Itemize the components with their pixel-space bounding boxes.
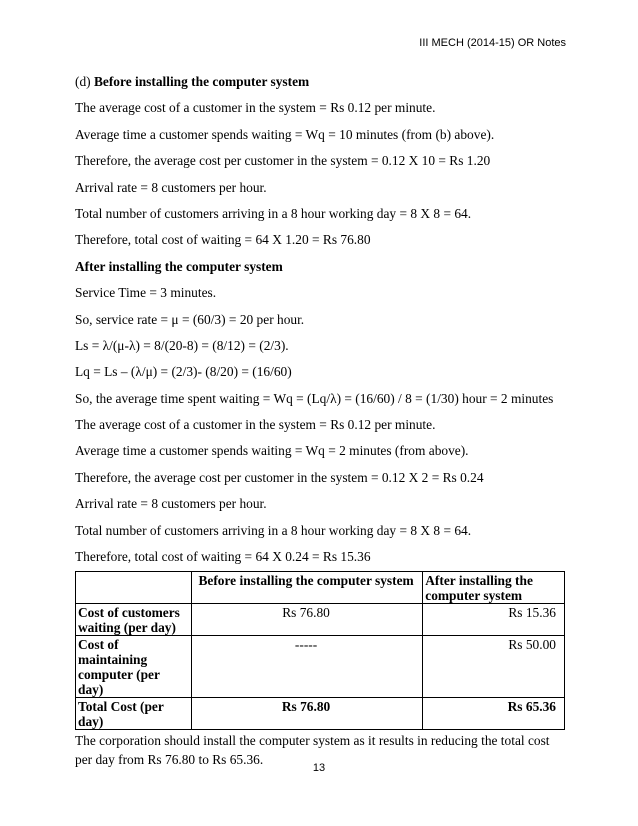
text-line: Average time a customer spends waiting = Wq = 10 minutes (from (b) above). bbox=[75, 126, 495, 142]
text-line: Service Time = 3 minutes. bbox=[75, 285, 217, 301]
section-heading: Before installing the computer system bbox=[93, 74, 310, 89]
text-line: Arrival rate = 8 customers per hour. bbox=[75, 496, 267, 512]
text-line: The average cost of a customer in the system = Rs 0.12 per minute. bbox=[75, 100, 436, 116]
table-row bbox=[76, 698, 565, 730]
before-value: ----- bbox=[191, 636, 422, 698]
running-header: III MECH (2014-15) OR Notes bbox=[419, 37, 566, 49]
after-value: Rs 65.36 bbox=[423, 698, 565, 730]
document-body bbox=[75, 74, 565, 769]
row-label: Cost of customers waiting (per day) bbox=[76, 604, 192, 636]
table-header-cell: After installing the computer system bbox=[423, 572, 565, 604]
text-line: Therefore, total cost of waiting = 64 X 0.24 = Rs 15.36 bbox=[75, 549, 371, 565]
cost-comparison-table bbox=[75, 571, 565, 730]
after-value: Rs 50.00 bbox=[423, 636, 565, 698]
row-label: Total Cost (per day) bbox=[76, 698, 192, 730]
text-line: Therefore, the average cost per customer in the system = 0.12 X 10 = Rs 1.20 bbox=[75, 153, 491, 169]
row-label: Cost of maintaining computer (per day) bbox=[76, 636, 192, 698]
text-line: So, the average time spent waiting = Wq = (Lq/λ) = (16/60) / 8 = (1/30) hour = 2 minutes bbox=[75, 390, 554, 406]
page-number: 13 bbox=[312, 762, 326, 774]
text-line: Total number of customers arriving in a 8 hour working day = 8 X 8 = 64. bbox=[75, 522, 472, 538]
table-header-cell bbox=[76, 572, 192, 604]
line-text: (d) bbox=[75, 74, 94, 89]
text-line: Total number of customers arriving in a 8 hour working day = 8 X 8 = 64. bbox=[75, 205, 472, 221]
table-row bbox=[76, 604, 565, 636]
after-value: Rs 15.36 bbox=[423, 604, 565, 636]
text-line: Therefore, total cost of waiting = 64 X 1.20 = Rs 76.80 bbox=[75, 232, 371, 248]
text-line: Therefore, the average cost per customer in the system = 0.12 X 2 = Rs 0.24 bbox=[75, 469, 484, 485]
table-header-cell: Before installing the computer system bbox=[191, 572, 422, 604]
text-line bbox=[75, 74, 565, 100]
text-line: Arrival rate = 8 customers per hour. bbox=[75, 179, 267, 195]
text-line: So, service rate = μ = (60/3) = 20 per hour. bbox=[75, 311, 305, 327]
section-heading: After installing the computer system bbox=[75, 258, 283, 274]
text-line: Ls = λ/(μ-λ) = 8/(20-8) = (8/12) = (2/3). bbox=[75, 337, 289, 353]
text-line: Average time a customer spends waiting = Wq = 2 minutes (from above). bbox=[75, 443, 469, 459]
text-line: Lq = Ls – (λ/μ) = (2/3)- (8/20) = (16/60) bbox=[75, 364, 292, 380]
before-value: Rs 76.80 bbox=[191, 604, 422, 636]
text-line: The average cost of a customer in the system = Rs 0.12 per minute. bbox=[75, 417, 436, 433]
before-value: Rs 76.80 bbox=[191, 698, 422, 730]
table-header-row bbox=[76, 572, 565, 604]
conclusion-paragraph: The corporation should install the computer system as it results in reducing the total cost per day from Rs 76.80 to Rs 65.36. bbox=[75, 733, 550, 768]
table-row bbox=[76, 636, 565, 698]
